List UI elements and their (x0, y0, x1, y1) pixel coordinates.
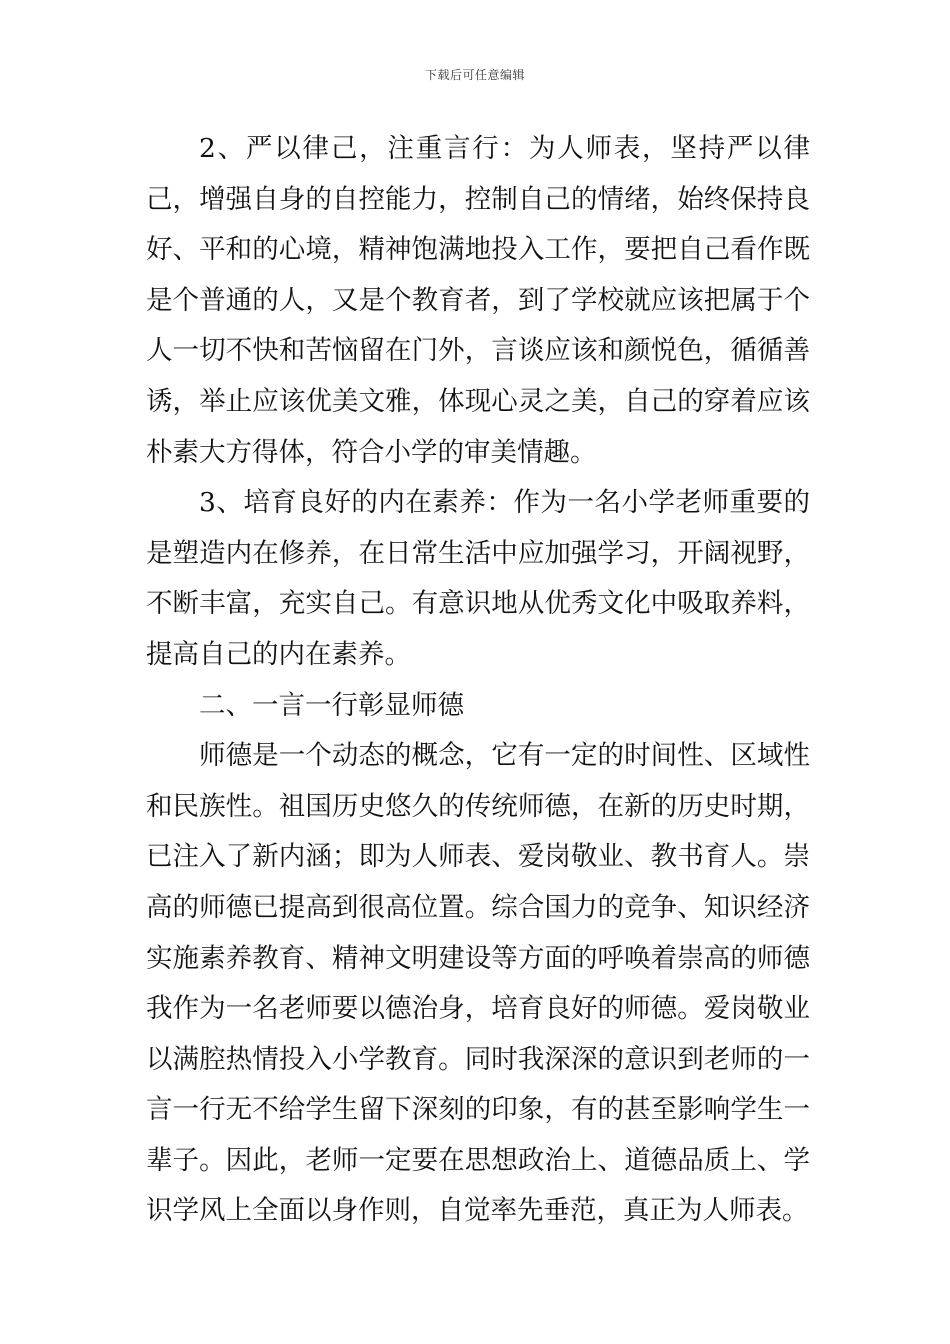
paragraph-teacher-ethics: 师德是一个动态的概念，它有一定的时间性、区域性和民族性。祖国历史悠久的传统师德，在新的历史时期，已注入了新内涵；即为人师表、爱岗敬业、教书育人。崇高的师德已提高到很高位置。综合国力的竞争、知识经济实施素养教育、精神文明建设等方面的呼唤着崇高的师德我作为一名老师要以德治身，培育良好的师德。爱岗敬业以满腔热情投入小学教育。同时我深深的意识到老师的一言一行无不给学生留下深刻的印象，有的甚至影响学生一辈子。因此，老师一定要在思想政治上、道德品质上、学识学风上全面以身作则，自觉率先垂范，真正为人师表。 (146, 740, 810, 1227)
page-header: 下载后可任意编辑 (424, 68, 525, 82)
section-heading: 二、一言一行彰显师德 (199, 689, 464, 721)
paragraph-inner-cultivation: 3、培育良好的内在素养：作为一名小学老师重要的是塑造内在修养，在日常生活中应加强学习，开阔视野，不断丰富，充实自己。有意识地从优秀文化中吸取养料，提高自己的内在素养。 (146, 487, 810, 670)
paragraph-self-discipline: 2、严以律己，注重言行：为人师表，坚持严以律己，增强自身的自控能力，控制自己的情绪，始终保持良好、平和的心境，精神饱满地投入工作，要把自己看作既是个普通的人，又是个教育者，到了学校就应该把属于个人一切不快和苦恼留在门外，言谈应该和颜悦色，循循善诱，举止应该优美文雅，体现心灵之美，自己的穿着应该朴素大方得体，符合小学的审美情趣。 (146, 133, 810, 468)
document-body (146, 124, 810, 1237)
